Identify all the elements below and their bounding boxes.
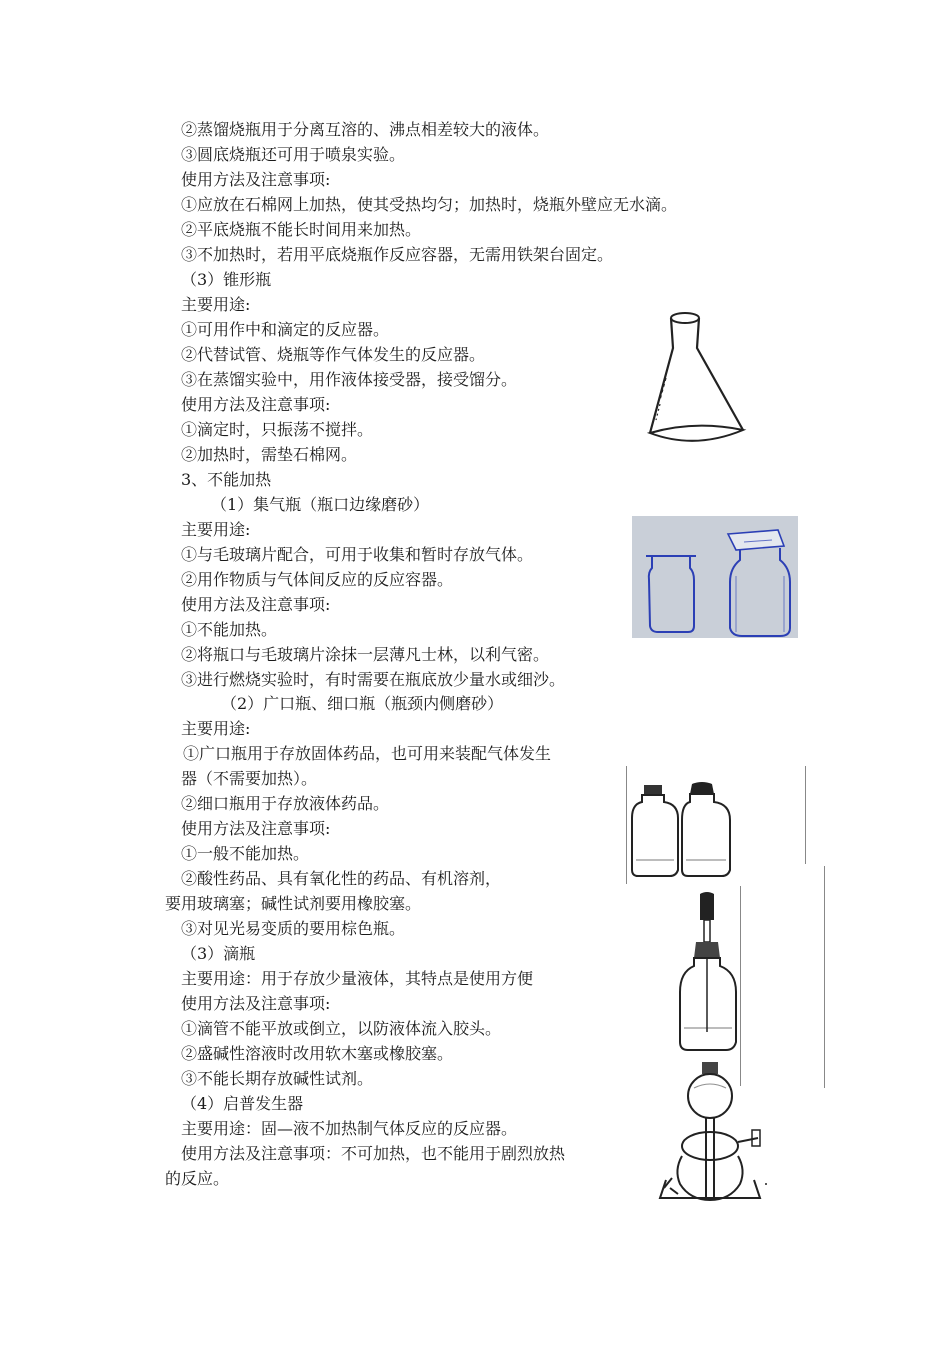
text-line: 使用方法及注意事项: — [181, 170, 331, 189]
text-line: 主要用途：固—液不加热制气体反应的反应器。 — [181, 1119, 518, 1138]
text-line: ③进行燃烧实验时，有时需要在瓶底放少量水或细沙。 — [181, 670, 566, 689]
text-line: 主要用途: — [181, 295, 251, 314]
text-line: ②蒸馏烧瓶用于分离互溶的、沸点相差较大的液体。 — [181, 120, 550, 139]
gas-collecting-bottle-figure — [632, 516, 798, 638]
text-line: ①滴定时，只振荡不搅拌。 — [181, 420, 374, 439]
text-line: 主要用途：用于存放少量液体，其特点是使用方便 — [181, 969, 534, 988]
section-heading: （3）锥形瓶 — [181, 270, 272, 289]
kipp-generator-figure — [656, 1060, 776, 1212]
text-line: 主要用途: — [181, 520, 251, 539]
text-line: ③不能长期存放碱性试剂。 — [181, 1069, 374, 1088]
text-line: 的反应。 — [165, 1169, 230, 1188]
text-line: ①一般不能加热。 — [181, 844, 310, 863]
text-line: ②代替试管、烧瓶等作气体发生的反应器。 — [181, 345, 486, 364]
text-line: 使用方法及注意事项: — [181, 395, 331, 414]
text-line: 器（不需要加热）。 — [181, 769, 318, 788]
text-line: 要用玻璃塞；碱性试剂要用橡胶塞。 — [165, 894, 422, 913]
text-line: 使用方法及注意事项：不可加热，也不能用于剧烈放热 — [181, 1144, 566, 1163]
text-line: ②细口瓶用于存放液体药品。 — [181, 794, 390, 813]
margin-rule — [805, 766, 806, 864]
text-line: 使用方法及注意事项: — [181, 994, 331, 1013]
section-heading: （4）启普发生器 — [181, 1094, 304, 1113]
text-line: ②盛碱性溶液时改用软木塞或橡胶塞。 — [181, 1044, 454, 1063]
text-line: 使用方法及注意事项: — [181, 595, 331, 614]
margin-rule — [740, 886, 741, 1086]
text-line: ②酸性药品、具有氧化性的药品、有机溶剂， — [181, 869, 502, 888]
section-heading: （2）广口瓶、细口瓶（瓶颈内侧磨砂） — [221, 694, 504, 713]
text-line: ②加热时，需垫石棉网。 — [181, 445, 358, 464]
section-heading: 3、不能加热 — [181, 470, 272, 489]
text-line: ②将瓶口与毛玻璃片涂抹一层薄凡士林，以利气密。 — [181, 645, 550, 664]
section-heading: （1）集气瓶（瓶口边缘磨砂） — [211, 495, 430, 514]
dropping-bottle-figure — [676, 892, 738, 1054]
text-line: 主要用途: — [181, 719, 251, 738]
text-line: ①可用作中和滴定的反应器。 — [181, 320, 390, 339]
text-line: ①应放在石棉网上加热，使其受热均匀；加热时，烧瓶外壁应无水滴。 — [181, 195, 678, 214]
text-line: ③对见光易变质的要用棕色瓶。 — [181, 919, 406, 938]
text-line: 使用方法及注意事项: — [181, 819, 331, 838]
text-line: ①广口瓶用于存放固体药品，也可用来装配气体发生 — [183, 744, 552, 763]
margin-rule — [824, 866, 825, 1088]
text-line: ②用作物质与气体间反应的反应容器。 — [181, 570, 454, 589]
reagent-bottles-figure — [630, 780, 740, 880]
text-line: ①与毛玻璃片配合，可用于收集和暂时存放气体。 — [181, 545, 534, 564]
text-line: ③圆底烧瓶还可用于喷泉实验。 — [181, 145, 406, 164]
text-line: ①滴管不能平放或倒立，以防液体流入胶头。 — [181, 1019, 502, 1038]
section-heading: （3）滴瓶 — [181, 944, 256, 963]
text-line: ②平底烧瓶不能长时间用来加热。 — [181, 220, 422, 239]
text-line: ①不能加热。 — [181, 620, 278, 639]
text-line: ③在蒸馏实验中，用作液体接受器，接受馏分。 — [181, 370, 518, 389]
margin-rule — [626, 766, 627, 884]
conical-flask-figure — [640, 308, 750, 450]
text-line: ③不加热时，若用平底烧瓶作反应容器，无需用铁架台固定。 — [181, 245, 614, 264]
